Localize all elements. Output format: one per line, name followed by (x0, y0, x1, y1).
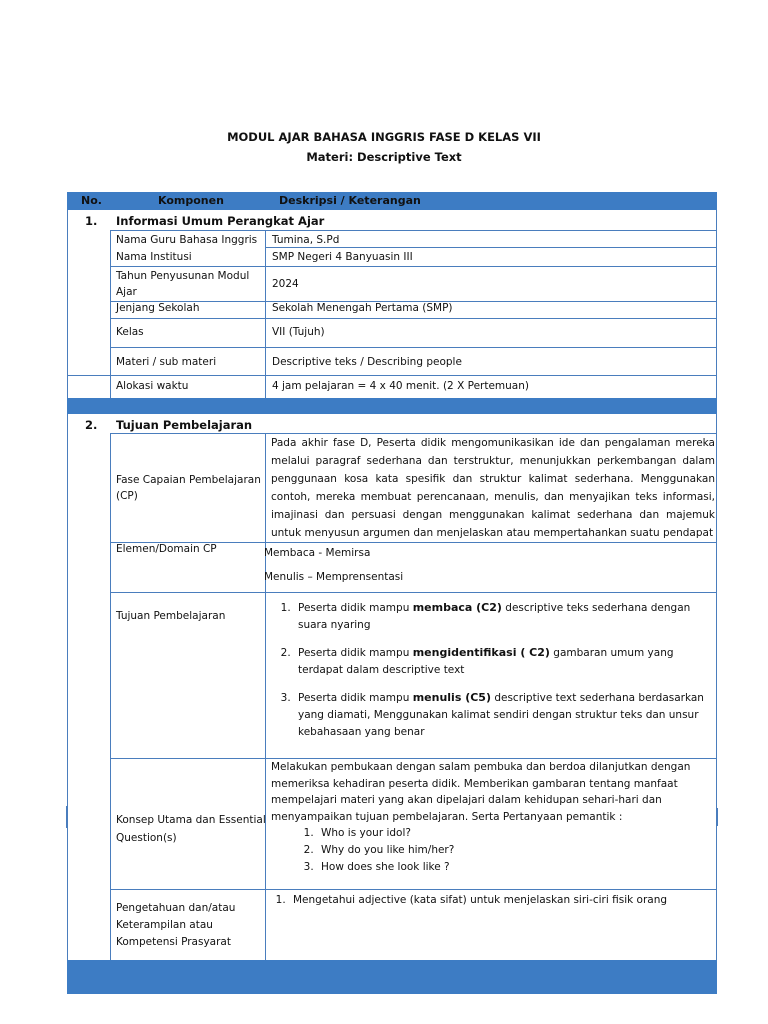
elemen-item: Menulis – Memprensentasi (264, 571, 404, 583)
list-item: 2. Why do you like him/her? (317, 842, 713, 859)
row-label: Alokasi waktu (116, 380, 189, 392)
elemen-item: Membaca - Memirsa (264, 547, 371, 559)
header-no: No. (81, 194, 102, 207)
list-item: 1. Peserta didik mampu membaca (C2) descriptive teks sederhana dengan suara nyaring (294, 599, 716, 634)
row-value: VII (Tujuh) (272, 326, 325, 338)
elemen-label: Elemen/Domain CP (116, 543, 217, 555)
row-label: Jenjang Sekolah (116, 302, 200, 314)
list-item: 3. Peserta didik mampu menulis (C5) descriptive text sederhana berdasarkan yang diamati, Menggunakan kalimat sendiri dengan struktur teks dan unsur kebahasaan yang benar (294, 689, 716, 741)
row-value: 4 jam pelajaran = 4 x 40 menit. (2 X Pertemuan) (272, 380, 529, 392)
section-title: Informasi Umum Perangkat Ajar (116, 214, 325, 228)
row-value: 2024 (272, 278, 299, 290)
tujuan-label: Tujuan Pembelajaran (116, 610, 226, 622)
section-separator (67, 398, 717, 414)
document-subtitle: Materi: Descriptive Text (306, 150, 462, 164)
row-label: Kelas (116, 326, 144, 338)
prasyarat-label: Pengetahuan dan/atau Keterampilan atau Kompetensi Prasyarat (116, 902, 236, 948)
row-label: Nama Institusi (116, 251, 192, 263)
margin-marker (66, 806, 68, 828)
document-title: MODUL AJAR BAHASA INGGRIS FASE D KELAS VII (227, 130, 541, 144)
row-value: Tumina, S.Pd (272, 234, 340, 246)
section-number: 2. (85, 418, 98, 432)
margin-marker (716, 808, 718, 826)
konsep-label: Konsep Utama dan Essential Question(s) (116, 814, 266, 844)
section-number: 1. (85, 214, 98, 228)
row-value: Sekolah Menengah Pertama (SMP) (272, 302, 453, 314)
list-item: 3. How does she look like ? (317, 859, 713, 876)
cp-text: Pada akhir fase D, Peserta didik mengomunikasikan ide dan pengalaman mereka melalui paragraf sederhana dan terstruktur, menunjukkan perkembangan dalam penggunaan kosa kata spesifik dan struktur kalimat sederhana. Menggunakan contoh, mereka membuat perencanaan, menulis, dan menyajikan teks informasi, imajinasi dan persuasi dengan menggunakan kalimat sederhana dan majemuk untuk menyusun argumen dan menjelaskan atau mempertahankan suatu pendapat (271, 437, 715, 539)
cp-label: Fase Capaian Pembelajaran (CP) (116, 474, 261, 502)
section-separator (67, 960, 717, 994)
prasyarat-list (271, 892, 713, 908)
header-komponen: Komponen (158, 194, 224, 207)
row-label: Tahun Penyusunan Modul Ajar (116, 270, 250, 298)
list-item: 1. Mengetahui adjective (kata sifat) untuk menjelaskan siri-ciri fisik orang (289, 892, 713, 908)
row-value: Descriptive teks / Describing people (272, 356, 462, 368)
list-item: 1. Who is your idol? (317, 825, 713, 842)
header-deskripsi: Deskripsi / Keterangan (279, 194, 421, 207)
row-value: SMP Negeri 4 Banyuasin III (272, 251, 413, 263)
konsep-text: Melakukan pembukaan dengan salam pembuka dan berdoa dilanjutkan dengan memeriksa kehadiran peserta didik. Memberikan gambaran tentang manfaat mempelajari materi yang akan dipelajari dalam kehidupan sehari-hari dan menyampaikan tujuan pembelajaran. Serta Pertanyaan pemantik : (271, 761, 691, 823)
section-title: Tujuan Pembelajaran (116, 418, 253, 432)
row-label: Nama Guru Bahasa Inggris (116, 234, 258, 246)
tujuan-list (270, 599, 716, 751)
list-item: 2. Peserta didik mampu mengidentifikasi ( C2) gambaran umum yang terdapat dalam descriptive text (294, 644, 716, 679)
row-label: Materi / sub materi (116, 356, 217, 368)
konsep-content (271, 759, 713, 876)
table-header (67, 192, 717, 210)
